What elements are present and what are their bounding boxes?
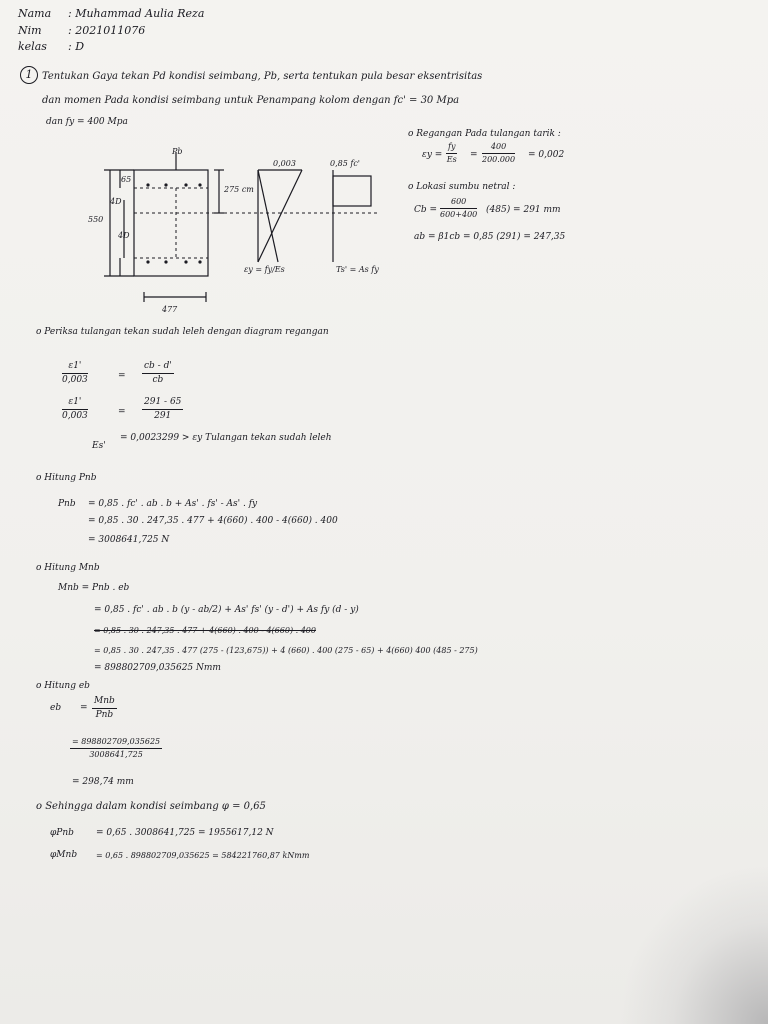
check-f2-rnum: 291 - 65 — [142, 398, 183, 410]
final-p-value: = 0,65 . 3008641,725 = 1955617,12 N — [96, 828, 274, 838]
nim-value: : 2021011076 — [68, 24, 146, 37]
final-m-lhs: φMnb — [50, 850, 78, 860]
cb-lhs: Cb = — [414, 205, 438, 215]
dim-4d-2: 4D — [118, 231, 130, 240]
check-frac-1-right — [142, 362, 174, 385]
mnb-line-1: = 0,85 . fc' . ab . b (y - ab/2) + As' fs' (y - d') + As fy (d - y) — [94, 605, 359, 615]
fy-num: fy — [446, 143, 457, 154]
final-p-lhs: φPnb — [50, 828, 74, 838]
pnb-lhs: Pnb — [58, 499, 76, 509]
problem-line-2: dan momen Pada kondisi seimbang untuk Penampang kolom dengan fc' = 30 Mpa — [42, 95, 460, 106]
check-f2-num: ε1' — [62, 398, 88, 410]
cb-num: 600 — [440, 198, 477, 209]
kelas-value: : D — [68, 40, 85, 53]
kelas-label: kelas — [18, 40, 47, 53]
mnb-line-0: Mnb = Pnb . eb — [58, 583, 130, 593]
es-label: εy = fy/Es — [244, 265, 285, 274]
pnb-line-3: = 3008641,725 N — [88, 535, 170, 545]
eb-value-num: = 898802709,035625 — [70, 738, 162, 749]
check-result: = 0,0023299 > εy Tulangan tekan sudah leleh — [120, 433, 332, 443]
check-frac-1-left — [62, 362, 88, 385]
check-f2-den: 0,003 — [62, 411, 88, 421]
nim-label: Nim — [18, 24, 42, 37]
ey-val-num: 400 — [482, 143, 515, 154]
ey-value-fraction — [482, 143, 515, 164]
stress-label: 0,85 fc' — [330, 159, 360, 168]
right-note-2: o Lokasi sumbu netral : — [408, 182, 516, 192]
page-shadow — [618, 864, 768, 1024]
right-note-1: o Regangan Pada tulangan tarik : — [408, 129, 561, 139]
check-result-lhs: Es' — [92, 441, 106, 451]
eb-heading: o Hitung eb — [36, 681, 90, 691]
ey-result: = 0,002 — [528, 150, 565, 160]
check-frac-2-left — [62, 398, 88, 421]
mnb-line-4: = 898802709,035625 Nmm — [94, 663, 221, 673]
nama-label: Nama — [18, 7, 52, 20]
dim-4d: 4D — [110, 197, 122, 206]
pnb-line-1: = 0,85 . fc' . ab . b + As' . fs' - As' . fy — [88, 499, 258, 509]
dim-550: 550 — [88, 215, 104, 224]
width-label: 477 — [162, 305, 178, 314]
check-f1-rnum: cb - d' — [142, 362, 174, 374]
es-den: Es — [446, 155, 457, 164]
check-f1-rden: cb — [152, 375, 164, 385]
check-heading: o Periksa tulangan tekan sudah leleh dengan diagram regangan — [36, 327, 329, 337]
eb-value-fraction — [70, 738, 162, 759]
cb-rest: (485) = 291 mm — [486, 205, 561, 215]
eb-eq: = — [80, 703, 88, 713]
eb-fraction — [92, 697, 117, 720]
problem-line-3: dan fy = 400 Mpa — [46, 117, 128, 127]
ts-label: Ts' = As fy — [336, 265, 379, 274]
mnb-line-3: = 0,85 . 30 . 247,35 . 477 (275 - (123,675)) + 4 (660) . 400 (275 - 65) + 4(660) 400 (485 - 275) — [94, 646, 478, 655]
check-f2-rden: 291 — [154, 411, 172, 421]
final-m-value: = 0,65 . 898802709,035625 = 584221760,87 kNmm — [96, 851, 310, 860]
check-f2-eq: = — [118, 407, 126, 417]
ey-val-den: 200.000 — [482, 155, 516, 164]
check-f1-eq: = — [118, 371, 126, 381]
cb-fraction — [440, 198, 477, 219]
ey-lhs: εy = — [422, 150, 443, 160]
nama-value: : Muhammad Aulia Reza — [68, 7, 205, 20]
eb-value-den: 3008641,725 — [89, 750, 143, 759]
mnb-line-2-struck: = 0,85 . 30 . 247,35 . 477 + 4(660) . 400 - 4(660) . 400 — [94, 626, 316, 635]
ab-line: ab = β1cb = 0,85 (291) = 247,35 — [414, 232, 566, 242]
dim-65: 65 — [121, 175, 132, 184]
ey-eq: = — [470, 150, 478, 160]
pnb-line-2: = 0,85 . 30 . 247,35 . 477 + 4(660) . 400 - 4(660) . 400 — [88, 516, 338, 526]
pb-label: Pb — [172, 147, 183, 156]
eb-num: Mnb — [92, 697, 117, 709]
eb-lhs: eb — [50, 703, 62, 713]
eb-result: = 298,74 mm — [72, 777, 134, 787]
mnb-heading: o Hitung Mnb — [36, 563, 100, 573]
dim-275: 275 cm — [224, 185, 254, 194]
cb-den: 600+400 — [440, 210, 478, 219]
problem-line-1: Tentukan Gaya tekan Pd kondisi seimbang, Pb, serta tentukan pula besar eksentrisitas — [42, 71, 483, 82]
check-frac-2-right — [142, 398, 183, 421]
fy-es-fraction — [446, 143, 457, 164]
pnb-heading: o Hitung Pnb — [36, 473, 97, 483]
check-f1-den: 0,003 — [62, 375, 88, 385]
eb-den: Pnb — [95, 710, 114, 720]
strain-label: 0,003 — [273, 159, 296, 168]
final-heading: o Sehingga dalam kondisi seimbang φ = 0,65 — [36, 801, 266, 812]
problem-number: 1 — [20, 66, 38, 84]
check-f1-num: ε1' — [62, 362, 88, 374]
